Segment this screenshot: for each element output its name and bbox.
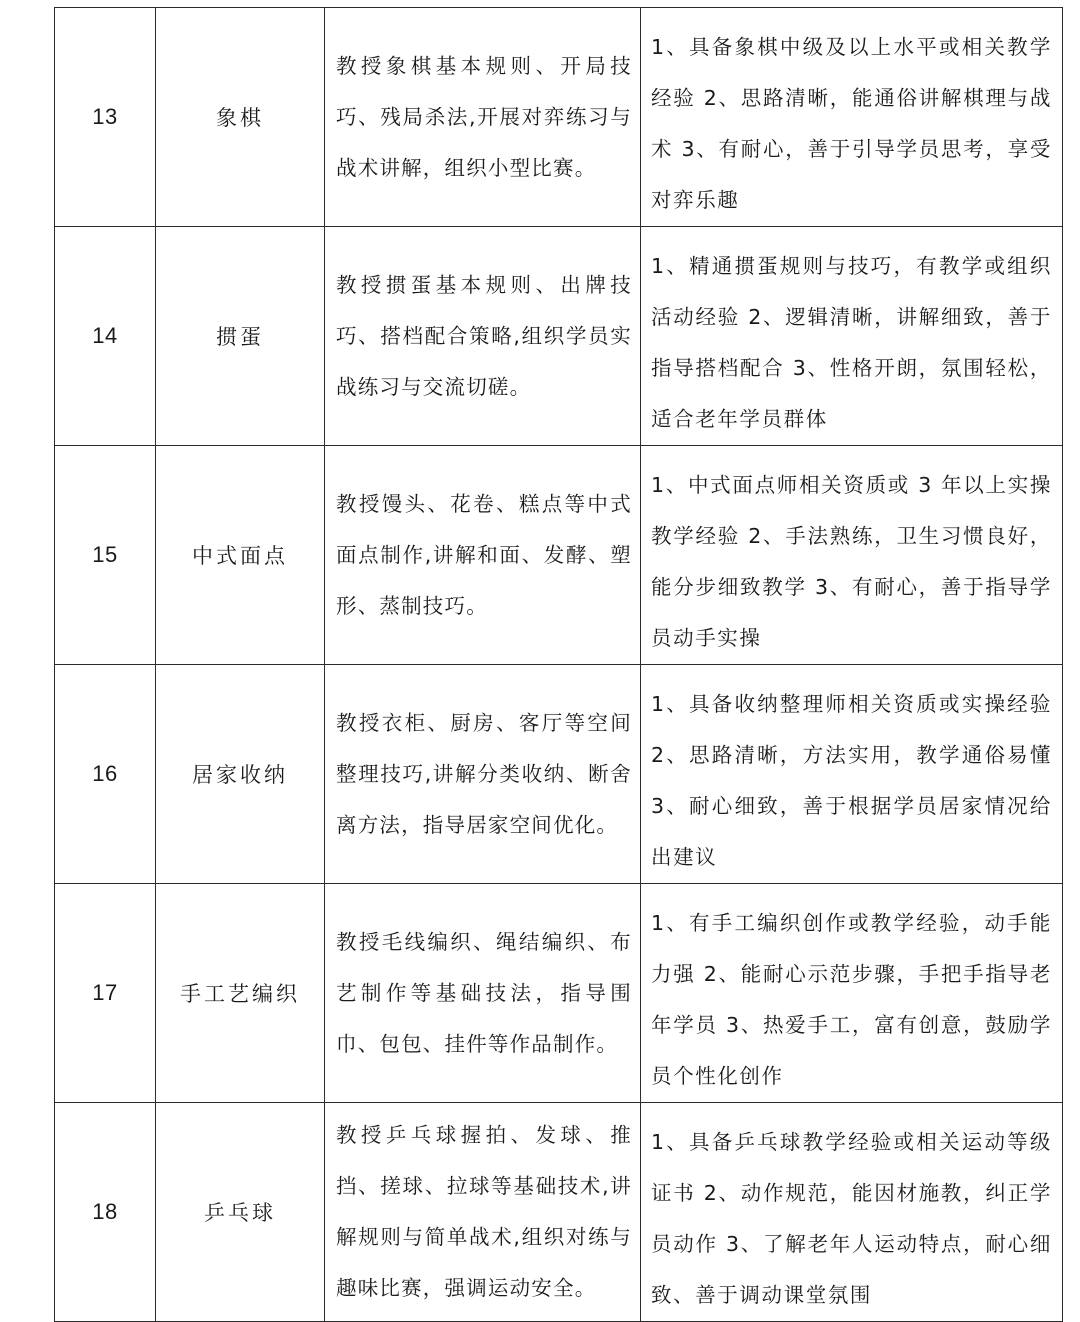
table-row — [55, 8, 1063, 227]
teacher-requirements: 1、有手工编织创作或教学经验，动手能力强 2、能耐心示范步骤，手把手指导老年学员 3、热爱手工，富有创意，鼓励学员个性化创作 — [641, 884, 1063, 1103]
teacher-requirements: 1、具备乒乓球教学经验或相关运动等级证书 2、动作规范，能因材施教，纠正学员动作 3、了解老年人运动特点，耐心细致、善于调动课堂氛围 — [641, 1103, 1063, 1322]
course-content: 教授乒乓球握拍、发球、推挡、搓球、拉球等基础技术,讲解规则与简单战术,组织对练与趣味比赛，强调运动安全。 — [325, 1103, 641, 1322]
row-number: 13 — [55, 8, 156, 227]
table-row — [55, 1103, 1063, 1322]
course-name: 手工艺编织 — [156, 884, 325, 1103]
course-content: 教授象棋基本规则、开局技巧、残局杀法,开展对弈练习与战术讲解，组织小型比赛。 — [325, 8, 641, 227]
table-row — [55, 227, 1063, 446]
course-content: 教授馒头、花卷、糕点等中式面点制作,讲解和面、发酵、塑形、蒸制技巧。 — [325, 446, 641, 665]
course-name: 掼蛋 — [156, 227, 325, 446]
course-name: 乒乓球 — [156, 1103, 325, 1322]
row-number: 15 — [55, 446, 156, 665]
course-content: 教授掼蛋基本规则、出牌技巧、搭档配合策略,组织学员实战练习与交流切磋。 — [325, 227, 641, 446]
course-name: 象棋 — [156, 8, 325, 227]
teacher-requirements: 1、具备收纳整理师相关资质或实操经验 2、思路清晰，方法实用，教学通俗易懂 3、耐心细致，善于根据学员居家情况给出建议 — [641, 665, 1063, 884]
teacher-requirements: 1、精通掼蛋规则与技巧，有教学或组织活动经验 2、逻辑清晰，讲解细致，善于指导搭档配合 3、性格开朗，氛围轻松，适合老年学员群体 — [641, 227, 1063, 446]
table-row — [55, 446, 1063, 665]
row-number: 14 — [55, 227, 156, 446]
teacher-requirements: 1、中式面点师相关资质或 3 年以上实操教学经验 2、手法熟练，卫生习惯良好，能分步细致教学 3、有耐心，善于指导学员动手实操 — [641, 446, 1063, 665]
table-row — [55, 884, 1063, 1103]
course-table — [54, 7, 1063, 1322]
course-name: 居家收纳 — [156, 665, 325, 884]
row-number: 16 — [55, 665, 156, 884]
table-row — [55, 665, 1063, 884]
course-content: 教授衣柜、厨房、客厅等空间整理技巧,讲解分类收纳、断舍离方法，指导居家空间优化。 — [325, 665, 641, 884]
row-number: 17 — [55, 884, 156, 1103]
course-name: 中式面点 — [156, 446, 325, 665]
teacher-requirements: 1、具备象棋中级及以上水平或相关教学经验 2、思路清晰，能通俗讲解棋理与战术 3、有耐心，善于引导学员思考，享受对弈乐趣 — [641, 8, 1063, 227]
row-number: 18 — [55, 1103, 156, 1322]
course-content: 教授毛线编织、绳结编织、布艺制作等基础技法，指导围巾、包包、挂件等作品制作。 — [325, 884, 641, 1103]
